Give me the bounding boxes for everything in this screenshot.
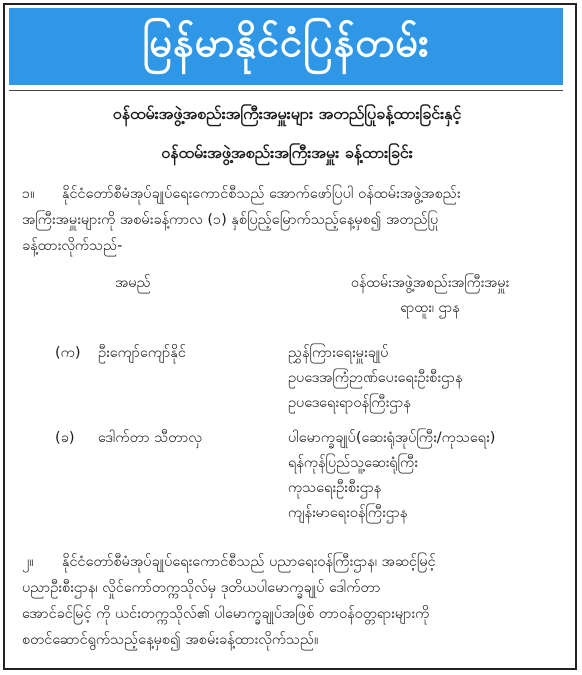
notice-title-line-2: ဝန်ထမ်းအဖွဲ့အစည်းအကြီးအမှူး ခန့်ထားခြင်း [161, 143, 413, 162]
paragraph-1-number: ၁။ [22, 186, 35, 202]
name-column-header: အမည် [115, 275, 151, 291]
row-1-position-1: ညွှန်ကြားရေးမှူးချုပ် [288, 345, 389, 361]
position-column-header-line-1: ဝန်ထမ်းအဖွဲ့အစည်းအကြီးအမှူး [350, 275, 510, 291]
paragraph-2-line-2: ပညာဦးစီးဌာန၊ လှိုင်ကော်တက္ကသိုလ်မှ ဒုတိယပါမောက္ခချုပ် ဒေါက်တာ [22, 580, 381, 596]
row-2-position-2: ရန်ကုန်ပြည်သူ့ဆေးရုံကြီး [288, 455, 418, 471]
row-1-position-3: ဥပဒေရေးရာဝန်ကြီးဌာန [288, 395, 411, 411]
row-1-name: ဦးကျော်ကျော်နိုင် [98, 345, 186, 361]
row-2-position-1: ပါမောက္ခချုပ်(ဆေးရုံအုပ်ကြီး/ကုသရေး) [288, 430, 496, 446]
row-2-index: (ခ) [55, 430, 75, 446]
paragraph-1-line-1: နိုင်ငံတော်စီမံအုပ်ချုပ်ရေးကောင်စီသည် အောက်ဖော်ပြပါ ဝန်ထမ်းအဖွဲ့အစည်း [62, 186, 461, 202]
notice-title-line-1: ဝန်ထမ်းအဖွဲ့အစည်းအကြီးအမှူးများ အတည်ပြုခန့်ထားခြင်းနှင့် [112, 104, 462, 123]
row-2-name: ဒေါက်တာ သီတာလှ [98, 430, 202, 446]
row-2-position-4: ကျန်းမာရေးဝန်ကြီးဌာန [288, 505, 408, 521]
row-1-index: (က) [55, 345, 81, 361]
banner-title: မြန်မာနိုင်ငံပြန်တမ်း [142, 20, 430, 66]
paragraph-2-line-1: နိုင်ငံတော်စီမံအုပ်ချုပ်ရေးကောင်စီသည် ပညာရေးဝန်ကြီးဌာန၊ အဆင့်မြင့် [62, 554, 436, 570]
gazette-banner [9, 8, 563, 85]
divider-rule [9, 90, 563, 91]
row-1-position-2: ဥပဒေအကြံဉာဏ်ပေးရေးဦးစီးဌာန [288, 370, 463, 386]
paragraph-2-line-3: အောင်ခင်မြင့် ကို ယင်းတက္ကသိုလ်၏ ပါမောက္ခချုပ်အဖြစ် တာဝန်ဝတ္တရားများကို [22, 606, 430, 622]
paragraph-1-line-3: ခန့်ထားလိုက်သည်- [22, 238, 123, 254]
paragraph-1-line-2: အကြီးအမှူးများကို အစမ်းခန့်ကာလ (၁) နှစ်ပြည့်မြောက်သည့်နေ့မှစ၍ အတည်ပြု [22, 212, 439, 228]
row-2-position-3: ကုသရေးဦးစီးဌာန [288, 480, 382, 496]
paragraph-2-line-4: စတင်ဆောင်ရွက်သည့်နေ့မှစ၍ အစမ်းခန့်ထားလိုက်သည်။ [22, 632, 319, 648]
paragraph-2-number: ၂။ [22, 554, 34, 570]
position-column-header-line-2: ရာထူး၊ ဌာန [400, 300, 460, 316]
